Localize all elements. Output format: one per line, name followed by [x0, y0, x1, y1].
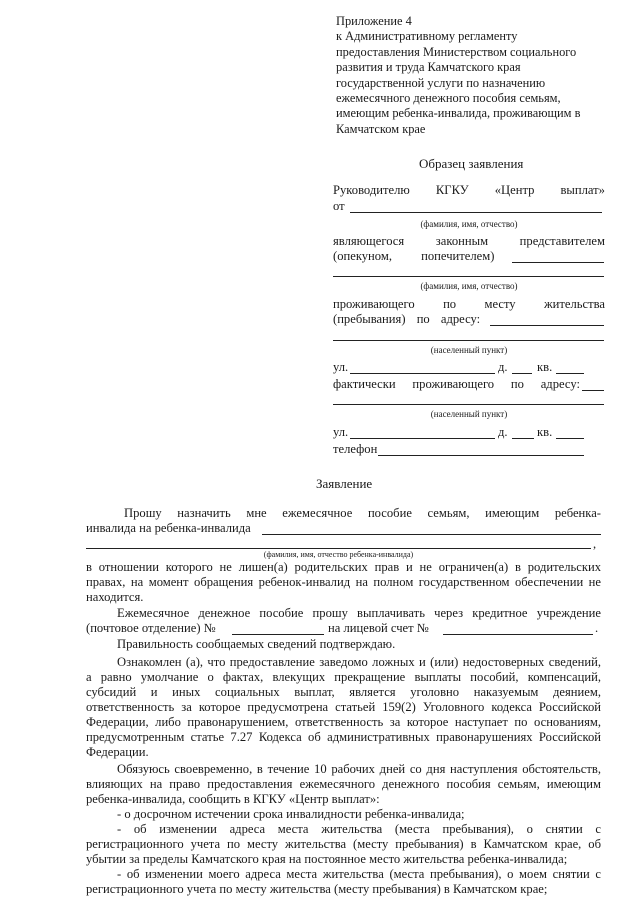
- house-label-1: д.: [498, 360, 508, 374]
- street-field-1[interactable]: [350, 373, 495, 374]
- p3: Правильность сообщаемых сведений подтверждаю.: [117, 637, 396, 651]
- p1-line1: Прошу назначить мне ежемесячное пособие семьям, имеющим ребенка-: [124, 506, 601, 520]
- sample-title: Образец заявления: [419, 156, 524, 171]
- representative-line: являющегося законным представителем: [333, 234, 605, 248]
- p1-line2: инвалида на ребенка-инвалида: [86, 521, 251, 535]
- p1-line3: в отношении которого не лишен(а) родительских прав и не ограничен(а) в родительских: [86, 560, 601, 574]
- p4-line: субсидий и иных социальных выплат, является уголовно наказуемым деянием,: [86, 685, 601, 699]
- applicant-name-field[interactable]: [350, 212, 602, 213]
- bullet-2-line: регистрационного учета по месту жительства (месту пребывания) в Камчатском крае, об: [86, 837, 601, 851]
- address-field-2[interactable]: [333, 340, 604, 341]
- actual-address-field[interactable]: [582, 390, 604, 391]
- appendix-line: Камчатском крае: [336, 121, 426, 136]
- p5-line: Обязуюсь своевременно, в течение 10 рабочих дней со дня наступления обстоятельств,: [117, 762, 601, 776]
- address-field[interactable]: [490, 325, 604, 326]
- p2-end: .: [595, 621, 599, 635]
- street-line-2: ул.: [333, 425, 349, 439]
- addressee-line: Руководителю КГКУ «Центр выплат»: [333, 183, 605, 197]
- flat-label-1: кв.: [537, 360, 553, 374]
- caption-fio-2: (фамилия, имя, отчество): [420, 281, 518, 291]
- caption-child-fio: (фамилия, имя, отчество ребенка-инвалида): [263, 550, 414, 559]
- flat-field-2[interactable]: [556, 438, 584, 439]
- house-field-1[interactable]: [512, 373, 532, 374]
- p1-line5: находится.: [86, 590, 144, 604]
- flat-label-2: кв.: [537, 425, 553, 439]
- from-line: от: [333, 199, 345, 213]
- p4-line: Федерации.: [86, 745, 149, 759]
- p4-line: а равно умолчание о фактах, влекущих прекращение выплаты пособий, компенсаций,: [86, 670, 601, 684]
- bullet-2-line: убытии за пределы Камчатского края на постоянное место жительства ребенка-инвалида;: [86, 852, 568, 866]
- bullet-2-line: - об изменении адреса места жительства (места пребывания), о снятии с: [117, 822, 601, 836]
- street-line-1: ул.: [333, 360, 349, 374]
- appendix-line: предоставления Министерством социального: [336, 44, 577, 59]
- p4-line: ответственность за которое предусмотрена статьей 159(2) Уголовного кодекса Российской: [86, 700, 601, 714]
- p1-line4: правах, на момент обращения ребенок-инвалид на полном государственном обеспечении не: [86, 575, 601, 589]
- caption-fio-1: (фамилия, имя, отчество): [420, 219, 518, 229]
- appendix-block: [336, 14, 606, 137]
- house-field-2[interactable]: [512, 438, 534, 439]
- guardian-field[interactable]: [512, 262, 604, 263]
- branch-number-field[interactable]: [232, 634, 324, 635]
- p4-line: предусмотренным статье 7.27 Кодекса об административных правонарушениях Российской: [86, 730, 601, 744]
- caption-place-1: (населенный пункт): [430, 345, 508, 355]
- caption-place-2: (населенный пункт): [430, 409, 508, 419]
- appendix-line: Приложение 4: [336, 14, 412, 28]
- representative-name-field[interactable]: [333, 276, 604, 277]
- statement-title: Заявление: [316, 476, 373, 491]
- p4-line: Ознакомлен (а), что предоставление заведомо ложных и (или) недостоверных сведений,: [117, 655, 601, 669]
- bullet-3-line: регистрационного учета по месту жительства (месту пребывания) в Камчатском крае;: [86, 882, 548, 896]
- appendix-line: ежемесячного денежного пособия семьям,: [336, 91, 561, 106]
- p4-line: Федерации, либо правонарушением, ответственность за которое наступает по основаниям,: [86, 715, 601, 729]
- p2-line2a: (почтовое отделение) №: [86, 621, 216, 635]
- bullet-1: - о досрочном истечении срока инвалидности ребенка-инвалида;: [117, 807, 465, 821]
- appendix-line: имеющим ребенка-инвалида, проживающим в: [336, 106, 581, 121]
- account-number-field[interactable]: [443, 634, 593, 635]
- p5-line: влияющих на право предоставления ежемесячного денежного пособия семьям, имеющим: [86, 777, 601, 791]
- child-name-field-2[interactable]: [86, 548, 591, 549]
- appendix-line: к Административному регламенту: [336, 29, 518, 44]
- house-label-2: д.: [498, 425, 508, 439]
- guardian-line: (опекуном, попечителем): [333, 249, 495, 263]
- flat-field-1[interactable]: [556, 373, 584, 374]
- p5-line: ребенка-инвалида, сообщить в КГКУ «Центр выплат»:: [86, 792, 380, 806]
- phone-line: телефон: [333, 442, 378, 456]
- p2-line2b: на лицевой счет №: [328, 621, 429, 635]
- appendix-line: развития и труда Камчатского края: [336, 60, 521, 75]
- bullet-3-line: - об изменении моего адреса места жительства (места пребывания), о моем снятии с: [117, 867, 601, 881]
- child-name-field[interactable]: [262, 534, 601, 535]
- phone-field[interactable]: [378, 455, 584, 456]
- appendix-line: государственной услуги по назначению: [336, 75, 546, 90]
- actual-address-field-2[interactable]: [333, 404, 604, 405]
- p2-line1: Ежемесячное денежное пособие прошу выплачивать через кредитное учреждение: [117, 606, 601, 620]
- actual-address-line: фактически проживающего по адресу:: [333, 377, 580, 391]
- stay-line: (пребывания) по адресу:: [333, 312, 481, 326]
- street-field-2[interactable]: [350, 438, 495, 439]
- residing-line: проживающего по месту жительства: [333, 297, 605, 311]
- p1-comma: ,: [593, 537, 597, 551]
